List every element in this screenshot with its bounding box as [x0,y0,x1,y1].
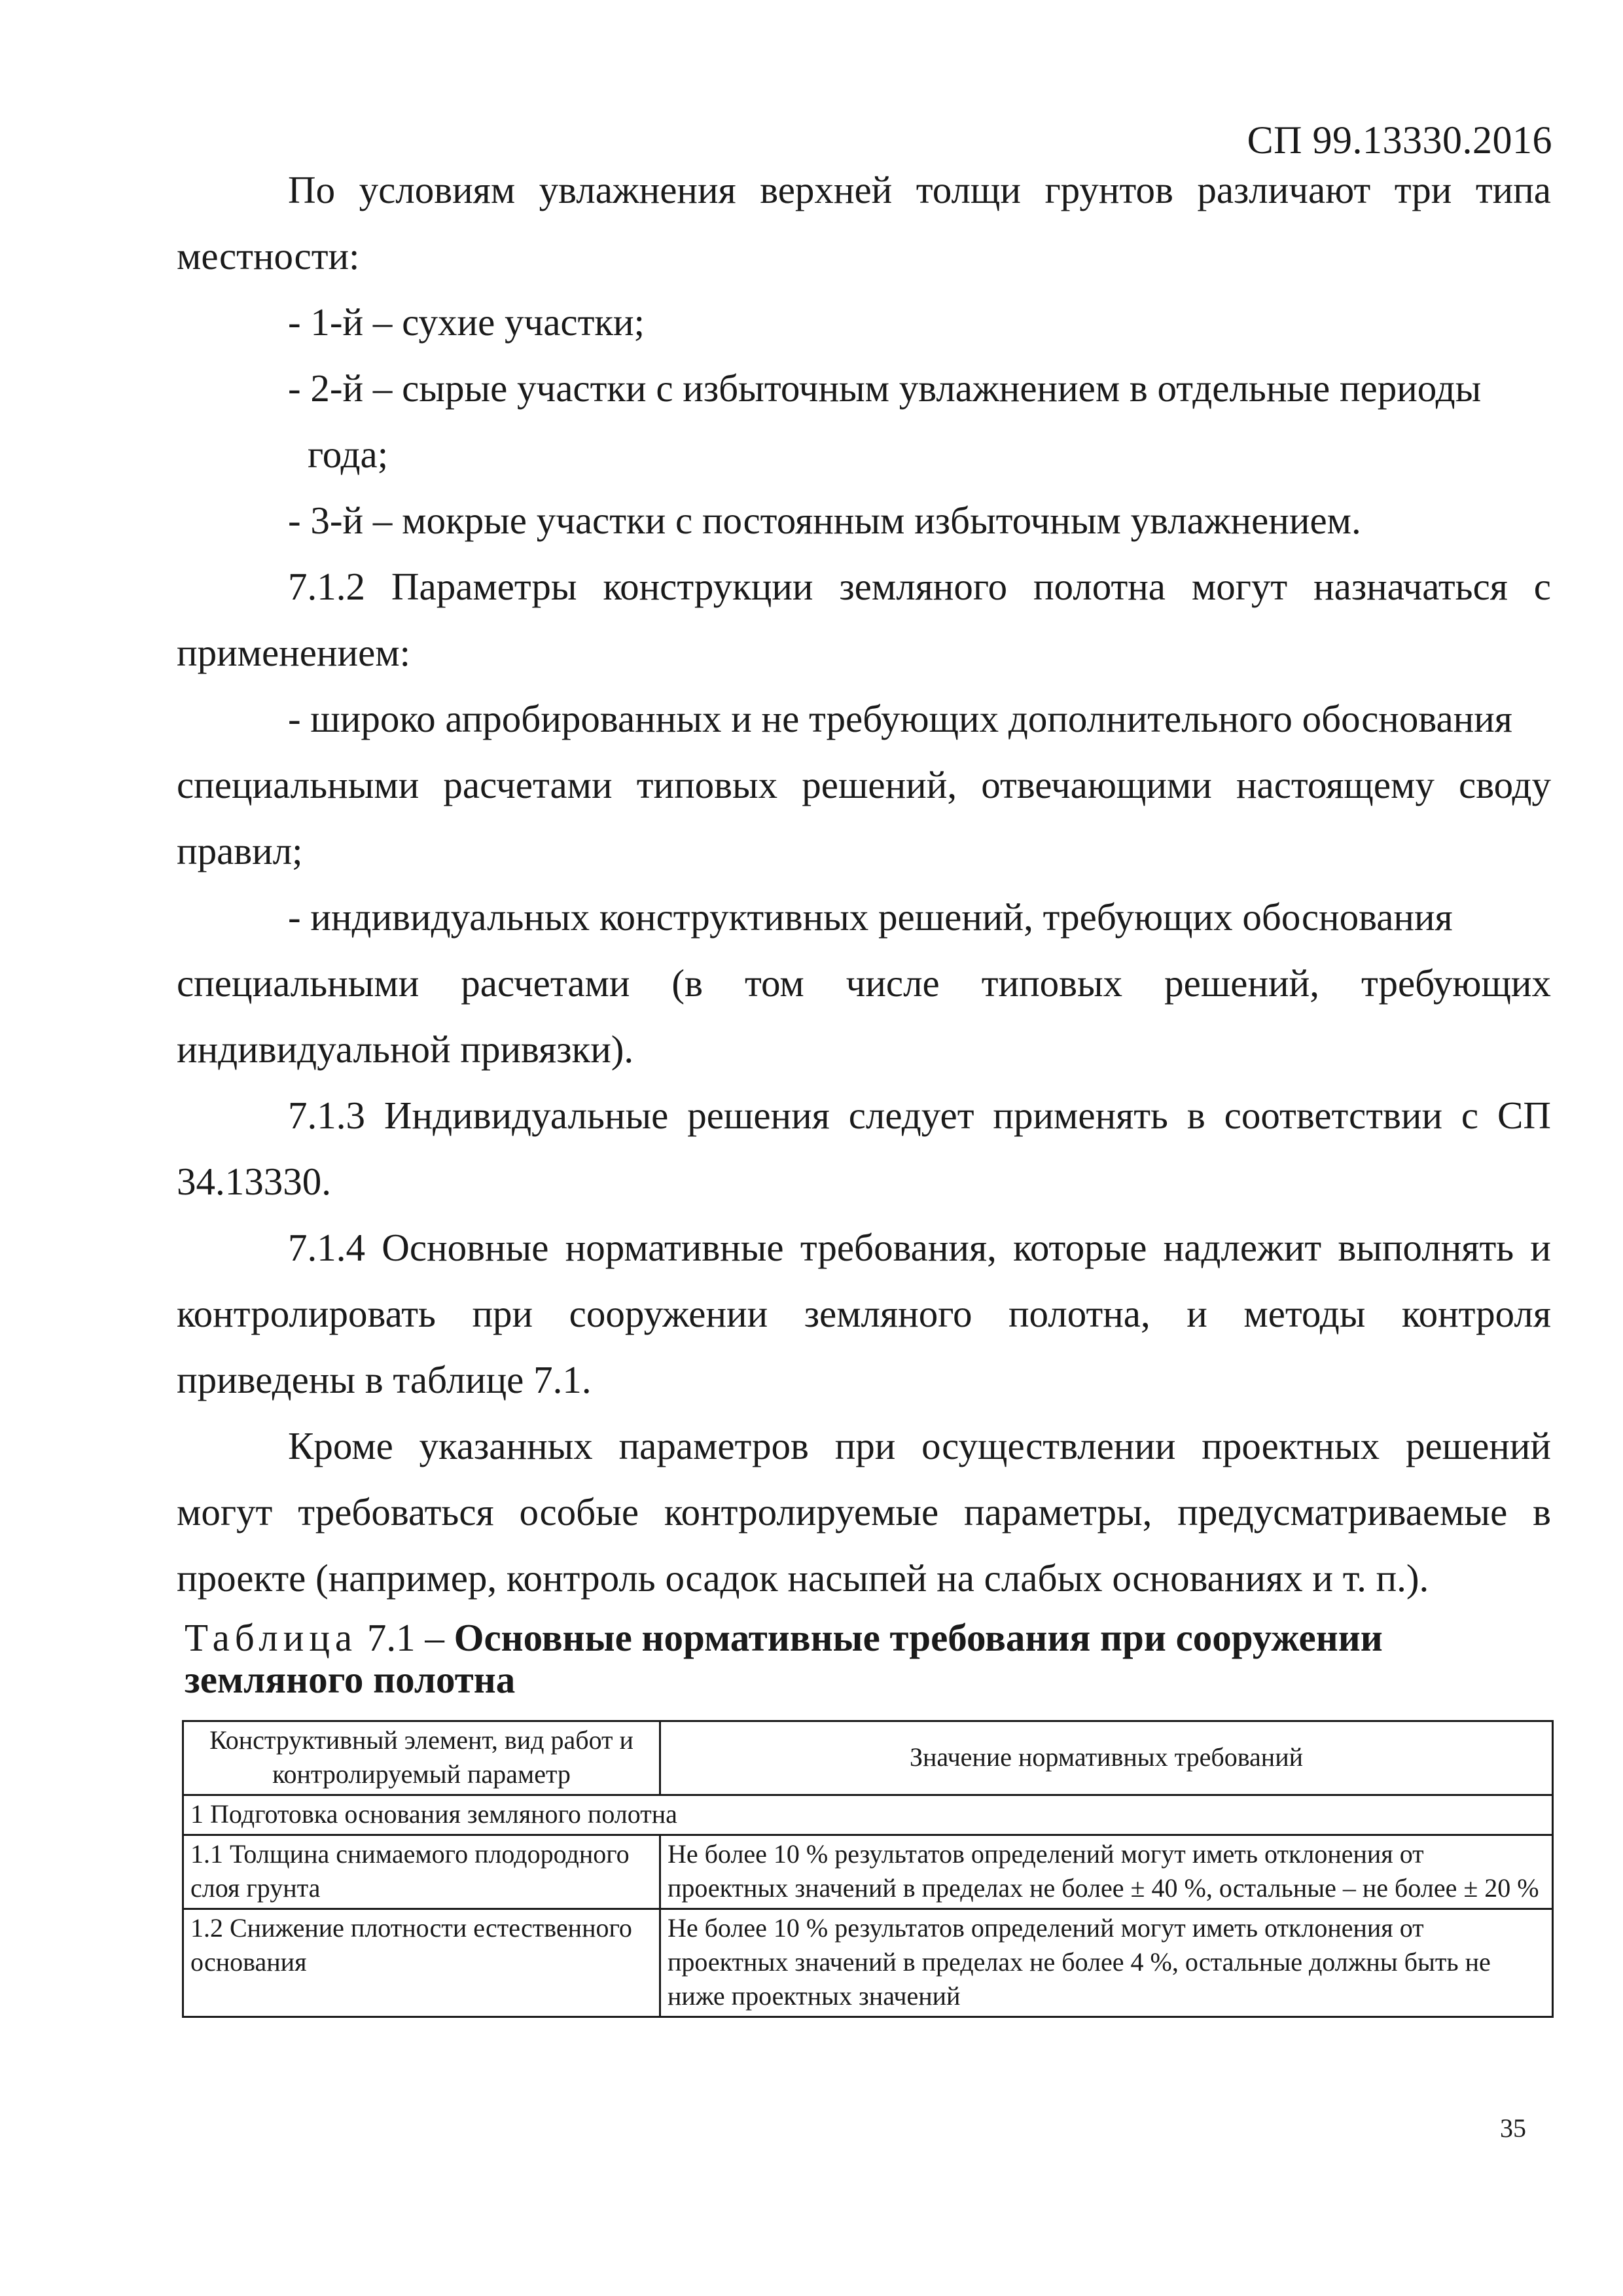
list-item-damp-cont: года; [308,433,389,476]
paragraph-7-1-4: 7.1.4 Основные нормативные требования, которые надлежит выполнять и контролировать при сооружении земляного полотна, и методы контроля приведены в таблице 7.1. [177,1226,1551,1401]
table-header-row [183,1721,1553,1795]
body-text [177,157,1551,1611]
list-item-typical-rest: специальными расчетами типовых решений, отвечающими настоящему своду правил; [177,763,1551,872]
list-item-dry: - 1-й – сухие участки; [288,300,645,344]
table-cell-value: Не более 10 % результатов определений могут иметь отклонения от проектных значений в пределах не более 4 %, остальные должны быть не ниже проектных значений [660,1909,1553,2017]
table-caption-number: 7.1 – [366,1616,444,1659]
table-cell-value: Не более 10 % результатов определений могут иметь отклонения от проектных значений в пределах не более ± 40 %, остальные – не более ± 20 % [660,1835,1553,1909]
list-item-typical-first: - широко апробированных и не требующих дополнительного обоснования [288,697,1512,740]
page-number: 35 [1500,2113,1526,2143]
list-item-wet: - 3-й – мокрые участки с постоянным избыточным увлажнением. [288,499,1361,542]
table-section-row [183,1795,1553,1835]
table-section-title: 1 Подготовка основания земляного полотна [183,1795,1553,1835]
list-item-individual-rest: специальными расчетами (в том числе типовых решений, требующих индивидуальной привязки). [177,961,1551,1071]
table-cell-param: 1.1 Толщина снимаемого плодородного слоя грунта [183,1835,660,1909]
list-item-damp: - 2-й – сырые участки с избыточным увлажнением в отдельные периоды [288,367,1482,410]
table-row [183,1835,1553,1909]
list-item-individual-first: - индивидуальных конструктивных решений, требующих обоснования [288,895,1453,939]
table-caption-title: Основные нормативные требования при сооружении земляного полотна [185,1616,1383,1701]
table-header-param: Конструктивный элемент, вид работ и контролируемый параметр [183,1721,660,1795]
document-code: СП 99.13330.2016 [1247,118,1552,162]
table-caption [185,1617,1552,1700]
table-caption-label: Таблица [185,1616,358,1659]
table-header-value: Значение нормативных требований [660,1721,1553,1795]
paragraph-7-1-3: 7.1.3 Индивидуальные решения следует применять в соответствии с СП 34.13330. [177,1094,1551,1203]
table-row [183,1909,1553,2017]
paragraph-7-1-2: 7.1.2 Параметры конструкции земляного полотна могут назначаться с применением: [177,565,1551,674]
paragraph-special-params: Кроме указанных параметров при осуществлении проектных решений могут требоваться особые контролируемые параметры, предусматриваемые в проекте (например, контроль осадок насыпей на слабых основаниях и т. п.). [177,1424,1551,1600]
table-cell-param: 1.2 Снижение плотности естественного основания [183,1909,660,2017]
paragraph-terrain-types: По условиям увлажнения верхней толщи грунтов различают три типа местности: [177,168,1551,278]
norms-table [182,1720,1554,2018]
